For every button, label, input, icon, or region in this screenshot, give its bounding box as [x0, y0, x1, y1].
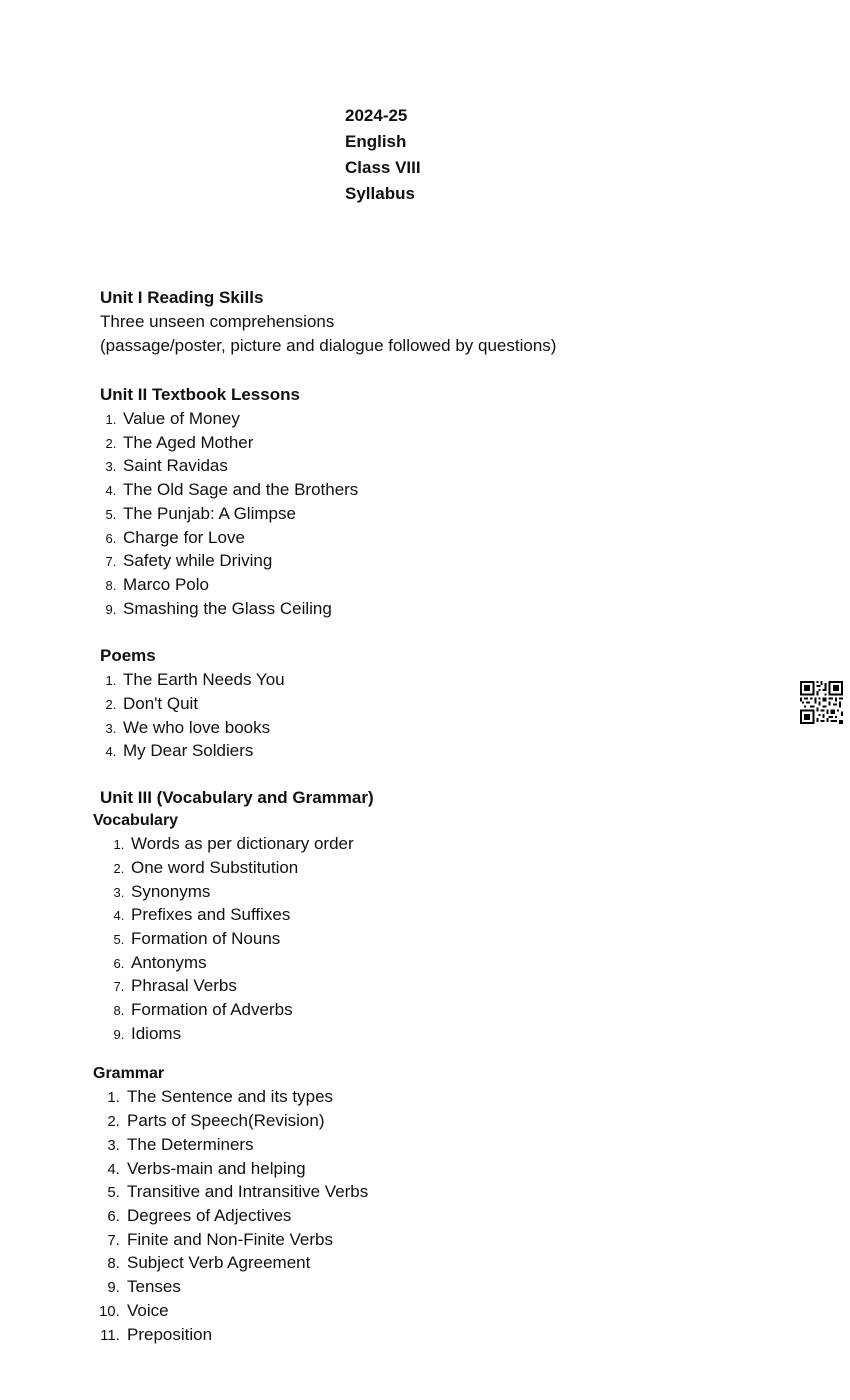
- section-title-unit1: Unit I Reading Skills: [100, 288, 264, 307]
- header-line-year: 2024-25: [345, 106, 408, 125]
- list-item: 8. Formation of Adverbs: [128, 998, 850, 1022]
- list-item: 11. Preposition: [124, 1323, 850, 1347]
- list-item: 1. The Sentence and its types: [124, 1085, 850, 1109]
- list-item: 5. Transitive and Intransitive Verbs: [124, 1180, 850, 1204]
- subsection-title-vocabulary: Vocabulary: [93, 812, 179, 830]
- list-item: 4. My Dear Soldiers: [120, 739, 850, 763]
- list-item: 1. Value of Money: [120, 407, 850, 431]
- qr-code-icon: [800, 681, 843, 724]
- list-item: 5. Formation of Nouns: [128, 927, 850, 951]
- paragraph-line: Three unseen comprehensions: [100, 312, 335, 331]
- list-item: 3. We who love books: [120, 716, 850, 740]
- header-line-doc-type: Syllabus: [345, 184, 415, 203]
- textbook-lessons-list: [100, 407, 850, 620]
- list-item: 4. Prefixes and Suffixes: [128, 903, 850, 927]
- section-unit2-textbook-lessons: [100, 383, 850, 620]
- subsection-title-grammar: Grammar: [93, 1065, 165, 1083]
- list-item: 3. Synonyms: [128, 880, 850, 904]
- section-title-unit2: Unit II Textbook Lessons: [100, 385, 300, 404]
- section-unit1-reading-skills: [100, 286, 850, 357]
- list-item: 4. Verbs-main and helping: [124, 1157, 850, 1181]
- list-item: 1. Words as per dictionary order: [128, 832, 850, 856]
- list-item: 10. Voice: [124, 1299, 850, 1323]
- list-item: 2. Don't Quit: [120, 692, 850, 716]
- list-item: 8. Marco Polo: [120, 573, 850, 597]
- list-item: 2. The Aged Mother: [120, 431, 850, 455]
- list-item: 8. Subject Verb Agreement: [124, 1251, 850, 1275]
- list-item: 7. Finite and Non-Finite Verbs: [124, 1228, 850, 1252]
- section-title-poems: Poems: [100, 646, 156, 666]
- list-item: 1. The Earth Needs You: [120, 668, 850, 692]
- poems-list: [100, 668, 850, 763]
- list-item: 6. Degrees of Adjectives: [124, 1204, 850, 1228]
- list-item: 6. Charge for Love: [120, 526, 850, 550]
- paragraph-line: (passage/poster, picture and dialogue followed by questions): [100, 335, 557, 355]
- list-item: 7. Safety while Driving: [120, 549, 850, 573]
- list-item: 4. The Old Sage and the Brothers: [120, 478, 850, 502]
- document-header: [345, 0, 850, 207]
- list-item: 2. Parts of Speech(Revision): [124, 1109, 850, 1133]
- header-line-class: Class VIII: [345, 158, 421, 177]
- list-item: 7. Phrasal Verbs: [128, 974, 850, 998]
- section-title-unit3: Unit III (Vocabulary and Grammar): [100, 788, 374, 808]
- list-item: 5. The Punjab: A Glimpse: [120, 502, 850, 526]
- list-item: 9. Tenses: [124, 1275, 850, 1299]
- list-item: 3. Saint Ravidas: [120, 454, 850, 478]
- list-item: 2. One word Substitution: [128, 856, 850, 880]
- list-item: 6. Antonyms: [128, 951, 850, 975]
- list-item: 9. Smashing the Glass Ceiling: [120, 597, 850, 621]
- list-item: 9. Idioms: [128, 1022, 850, 1046]
- section-poems: [100, 644, 850, 763]
- list-item: 3. The Determiners: [124, 1133, 850, 1157]
- grammar-list: [100, 1085, 850, 1346]
- vocabulary-list: [100, 832, 850, 1045]
- section-unit3-vocabulary-grammar: [93, 786, 850, 1346]
- header-line-subject: English: [345, 132, 407, 151]
